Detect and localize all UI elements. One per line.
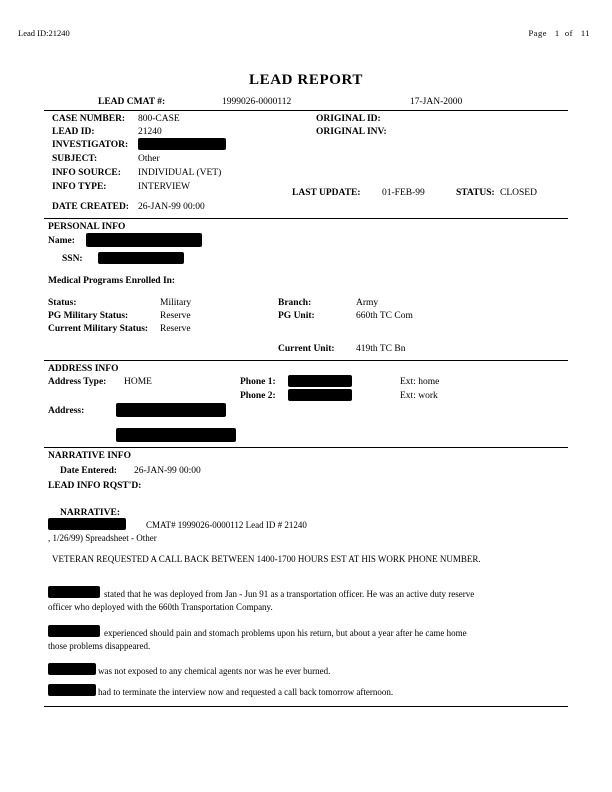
pg-military-status-label: PG Military Status: — [48, 311, 129, 321]
redaction-investigator — [138, 138, 226, 150]
original-inv-label: ORIGINAL INV: — [316, 127, 387, 137]
narrative-paragraph-2a: stated that he was deployed from Jan - Jun 91 as a transportation officer. He was an active duty reserve — [104, 589, 475, 599]
narrative-spreadsheet-line: , 1/26/99) Spreadsheet - Other — [48, 533, 157, 543]
date-entered-label: Date Entered: — [60, 466, 118, 476]
status-value: Military — [160, 298, 192, 308]
subject-value: Other — [138, 154, 160, 164]
narrative-paragraph-4: was not exposed to any chemical agents nor was he ever burned. — [98, 666, 331, 676]
redaction-narrative-name4 — [48, 663, 96, 675]
current-unit-label: Current Unit: — [278, 344, 335, 354]
cmat-value: 1999026-0000112 — [222, 97, 292, 107]
last-update-value: 01-FEB-99 — [382, 188, 425, 198]
redaction-narrative-name5 — [48, 684, 96, 696]
name-label: Name: — [48, 236, 75, 246]
redaction-phone2 — [288, 389, 352, 401]
ext1-label: Ext: — [400, 377, 416, 387]
status-label-top: STATUS: — [456, 188, 495, 198]
header-page-of: of — [564, 28, 573, 38]
divider-case-personal — [44, 218, 568, 219]
redaction-address-line1 — [116, 403, 226, 417]
header-lead-id — [18, 28, 70, 38]
last-update-label: LAST UPDATE: — [292, 188, 361, 198]
branch-label: Branch: — [278, 298, 312, 308]
investigator-label: INVESTIGATOR: — [52, 140, 129, 150]
lead-id-value: 21240 — [138, 127, 162, 137]
narrative-paragraph-1: VETERAN REQUESTED A CALL BACK BETWEEN 1400-1700 HOURS EST AT HIS WORK PHONE NUMBER. — [52, 554, 481, 564]
info-type-label: INFO TYPE: — [52, 182, 107, 192]
narrative-cmat-line: CMAT# 1999026-0000112 Lead ID # 21240 — [146, 520, 307, 530]
phone2-label: Phone 2: — [240, 391, 276, 401]
header-page-number — [528, 28, 590, 38]
ext1 — [400, 377, 439, 387]
personal-info-title: PERSONAL INFO — [48, 222, 126, 232]
divider-top — [44, 110, 568, 111]
ext2 — [400, 391, 438, 401]
redaction-narrative-name2 — [48, 586, 100, 598]
narrative-paragraph-3a: experienced should pain and stomach problems upon his return, but about a year after he came home — [104, 628, 467, 638]
medical-programs-label: Medical Programs Enrolled In: — [48, 276, 176, 286]
header-page-total: 11 — [580, 28, 590, 38]
case-number-label: CASE NUMBER: — [52, 114, 126, 124]
cmat-date: 17-JAN-2000 — [410, 97, 463, 107]
address-type-value: HOME — [124, 377, 152, 387]
narrative-paragraph-3b: those problems disappeared. — [48, 641, 151, 651]
case-number-value: 800-CASE — [138, 114, 180, 124]
divider-bottom — [44, 706, 568, 707]
address-label: Address: — [48, 406, 85, 416]
page-title: LEAD REPORT — [248, 72, 363, 88]
info-source-value: INDIVIDUAL (VET) — [138, 168, 222, 178]
date-created-label: DATE CREATED: — [52, 202, 129, 212]
info-type-value: INTERVIEW — [138, 182, 190, 192]
status-value-top: CLOSED — [500, 188, 537, 198]
header-lead-id-label: Lead ID: — [18, 28, 49, 38]
divider-address-narrative — [44, 447, 568, 448]
phone1-label: Phone 1: — [240, 377, 276, 387]
redaction-narrative-name1 — [48, 518, 126, 530]
redaction-phone1 — [288, 375, 352, 387]
date-entered-value: 26-JAN-99 00:00 — [134, 466, 201, 476]
header-page-label: Page — [528, 28, 547, 38]
pg-unit-label: PG Unit: — [278, 311, 315, 321]
redaction-name — [86, 233, 202, 247]
header-lead-id-value: 21240 — [48, 28, 70, 38]
header-page-value: 1 — [554, 28, 560, 38]
redaction-narrative-name3 — [48, 625, 100, 637]
branch-value: Army — [356, 298, 379, 308]
pg-unit-value: 660th TC Com — [356, 311, 413, 321]
redaction-ssn — [98, 252, 184, 264]
lead-id-label: LEAD ID: — [52, 127, 95, 137]
divider-personal-address — [44, 360, 568, 361]
date-created-value: 26-JAN-99 00:00 — [138, 202, 205, 212]
current-unit-value: 419th TC Bn — [356, 344, 406, 354]
current-military-status-value: Reserve — [160, 324, 191, 334]
narrative-info-title: NARRATIVE INFO — [48, 451, 131, 461]
status-label: Status: — [48, 298, 77, 308]
narrative-paragraph-5: had to terminate the interview now and requested a call back tomorrow afternoon. — [98, 687, 394, 697]
cmat-label: LEAD CMAT #: — [98, 97, 166, 107]
narrative-paragraph-2b: officer who deployed with the 660th Transportation Company. — [48, 602, 273, 612]
address-info-title: ADDRESS INFO — [48, 364, 119, 374]
ssn-label: SSN: — [62, 254, 83, 264]
subject-label: SUBJECT: — [52, 154, 98, 164]
current-military-status-label: Current Military Status: — [48, 324, 149, 334]
ext2-value: work — [418, 391, 438, 401]
redaction-address-line2 — [116, 428, 236, 442]
lead-info-rqstd-label: LEAD INFO RQST'D: — [48, 481, 142, 491]
info-source-label: INFO SOURCE: — [52, 168, 121, 178]
ext2-label: Ext: — [400, 391, 416, 401]
narrative-label: NARRATIVE: — [60, 508, 120, 518]
address-type-label: Address Type: — [48, 377, 107, 387]
original-id-label: ORIGINAL ID: — [316, 114, 381, 124]
ext1-value: home — [418, 377, 440, 387]
pg-military-status-value: Reserve — [160, 311, 191, 321]
